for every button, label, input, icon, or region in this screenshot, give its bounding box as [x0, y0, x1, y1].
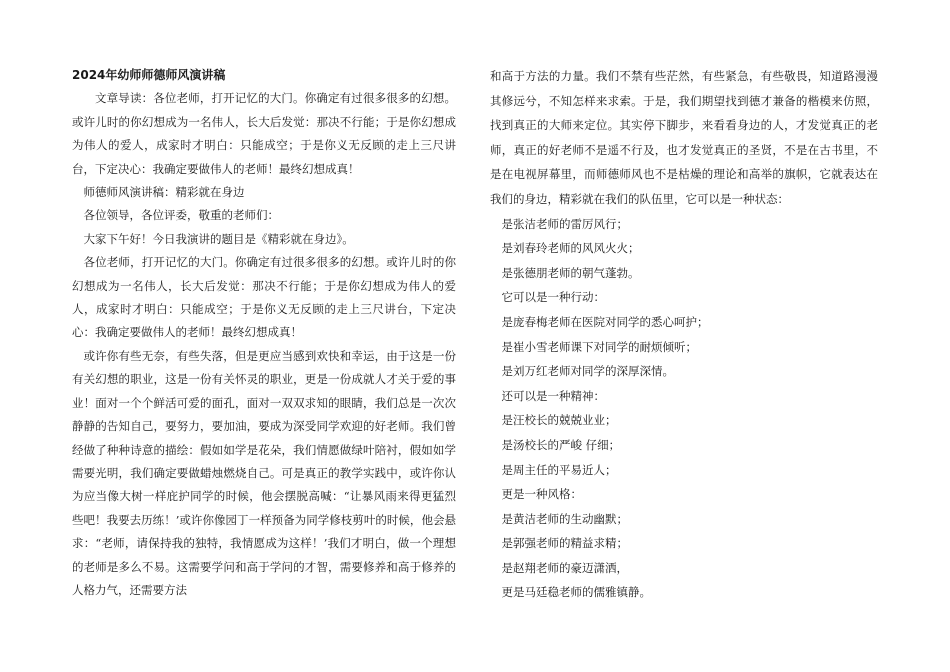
- paragraph: 更是马廷稳老师的儒雅镇静。: [501, 585, 651, 600]
- paragraph: 是刘万红老师对同学的深厚深情。: [501, 364, 674, 379]
- right-column-body: [490, 64, 878, 605]
- paragraph: 各位老师，打开记忆的大门。你确定有过很多很多的幻想。或许儿时的你幻想成为一名伟人，长大后发觉：那决不行能；于是你幻想成为伟人的爱人，成家时才明白：只能成空；于是你义无反顾的走上三尺讲台，下定决心：我确定要做伟人的老师！最终幻想成真！: [72, 255, 456, 340]
- document-title: 2024年幼师师德师风演讲稿: [72, 68, 226, 82]
- paragraph: 是崔小雪老师课下对同学的耐烦倾听；: [501, 339, 697, 354]
- paragraph: 是赵翔老师的豪迈潇洒，: [501, 560, 628, 575]
- paragraph: 是刘春玲老师的风风火火；: [501, 241, 640, 256]
- paragraph: 师德师风演讲稿：精彩就在身边: [83, 185, 245, 200]
- paragraph: 或许你有些无奈，有些失落，但是更应当感到欢快和幸运，由于这是一份有关幻想的职业，这是一份有关怀灵的职业，更是一份成就人才关于爱的事业！面对一个个鲜活可爱的面孔，面对一双双求知的眼睛，我们总是一次次静静的告知自己，要努力，要加油，要成为深受同学欢迎的好老师。我们曾经做了种种诗意的描绘：假如如学是花朵，我们情愿做绿叶陪衬，假如如学需要光明，我们确定要做蜡烛燃烧自己。可是真正的教学实践中，或许你认为应当像大树一样庇护同学的时候，他会摆脱高喊：“让暴风雨来得更猛烈些吧！我要去历练！’或许你像园丁一样预备为同学修枝剪叶的时候，他会悬求：“老师，请保持我的独特，我情愿成为这样！’我们才明白，做一个理想的老师是多么不易。这需要学问和高于学问的才智，需要修养和高于修养的人格力气，还需要方法: [72, 348, 456, 597]
- paragraph: 文章导读：各位老师，打开记忆的大门。你确定有过很多很多的幻想。或许儿时的你幻想成为一名伟人，长大后发觉：那决不行能；于是你幻想成为伟人的爱人，成家时才明白：只能成空；于是你义无反顾的走上三尺讲台，下定决心：我确定要做伟人的老师！最终幻想成真！: [72, 91, 456, 176]
- right-column: [490, 64, 878, 605]
- left-column-body: [72, 87, 456, 602]
- paragraph: 更是一种风格：: [501, 487, 582, 502]
- paragraph: 是郭强老师的精益求精；: [501, 536, 628, 551]
- paragraph: 是庞春梅老师在医院对同学的悉心呵护；: [501, 314, 709, 329]
- paragraph: 它可以是一种行动：: [501, 290, 605, 305]
- left-column: [72, 64, 456, 602]
- paragraph: 各位领导，各位评委，敬重的老师们：: [83, 208, 279, 223]
- paragraph: 和高于方法的力量。我们不禁有些茫然，有些紧急，有些敬畏，知道路漫漫其修远兮，不知怎样来求索。于是，我们期望找到德才兼备的楷模来仿照，找到真正的大师来定位。其实停下脚步，来看看身边的人，才发觉真正的老师，真正的好老师不是遥不行及，也才发觉真正的圣贤，不是在古书里，不是在电视屏幕里，而师德师风也不是枯燥的理论和高举的旗帜，它就表达在我们的身边，精彩就在我们的队伍里，它可以是一种状态：: [490, 69, 878, 206]
- paragraph: 是汪校长的兢兢业业；: [501, 413, 617, 428]
- paragraph: 是张洁老师的雷厉风行；: [501, 216, 628, 231]
- paragraph: 是黄洁老师的生动幽默；: [501, 511, 628, 526]
- paragraph: 是汤校长的严峻 仔细；: [501, 437, 621, 452]
- paragraph: 还可以是一种精神：: [501, 388, 605, 403]
- paragraph: 是周主任的平易近人；: [501, 462, 617, 477]
- paragraph: 大家下午好！今日我演讲的题目是《精彩就在身边》。: [83, 231, 354, 246]
- paragraph: 是张德朋老师的朝气蓬勃。: [501, 265, 640, 280]
